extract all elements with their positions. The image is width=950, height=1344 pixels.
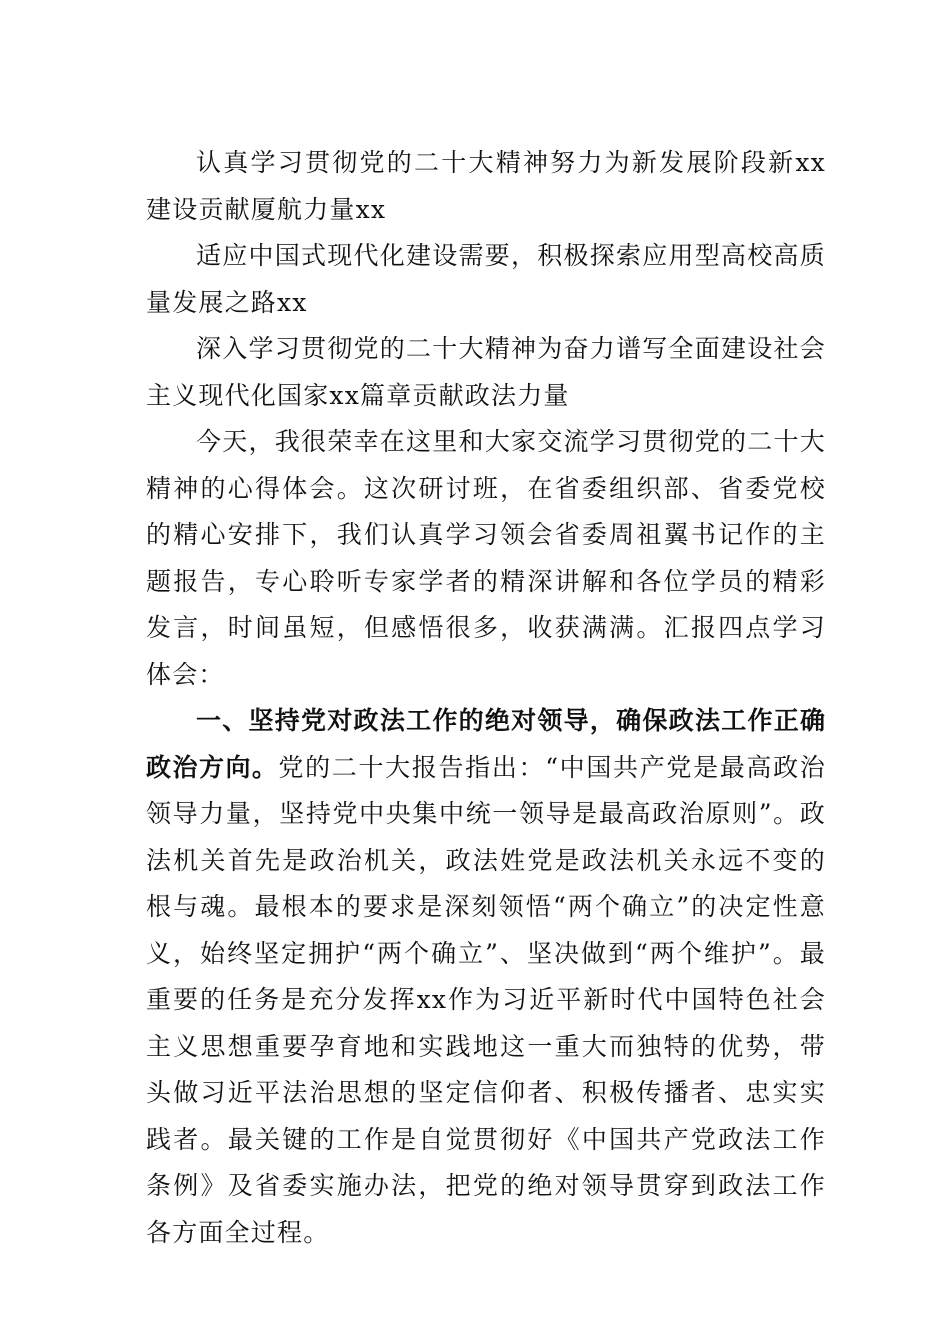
- title-line-1: 认真学习贯彻党的二十大精神努力为新发展阶段新xx建设贡献厦航力量xx: [146, 148, 826, 224]
- intro-paragraph: 今天，我很荣幸在这里和大家交流学习贯彻党的二十大精神的心得体会。这次研讨班，在省委组织部、省委党校的精心安排下，我们认真学习领会省委周祖翼书记作的主题报告，专心聆听专家学者的精深讲解和各位学员的精彩发言，时间虽短，但感悟很多，收获满满。汇报四点学习体会：: [146, 427, 826, 689]
- document-body: [146, 140, 826, 1256]
- title-line-3: 深入学习贯彻党的二十大精神为奋力谱写全面建设社会主义现代化国家xx篇章贡献政法力量: [146, 334, 826, 410]
- section-1-heading: 一、坚持党对政法工作的绝对领导，确保政法工作正确政治方向。: [146, 706, 826, 782]
- section-1-body: 党的二十大报告指出：“中国共产党是最高政治领导力量，坚持党中央集中统一领导是最高政治原则”。政法机关首先是政治机关，政法姓党是政法机关永远不变的根与魂。最根本的要求是深刻领悟“两个确立”的决定性意义，始终坚定拥护“两个确立”、坚决做到“两个维护”。最重要的任务是充分发挥xx作为习近平新时代中国特色社会主义思想重要孕育地和实践地这一重大而独特的优势，带头做习近平法治思想的坚定信仰者、积极传播者、忠实实践者。最关键的工作是自觉贯彻好《中国共产党政法工作条例》及省委实施办法，把党的绝对领导贯穿到政法工作各方面全过程。: [146, 752, 826, 1247]
- section-1-paragraph: [146, 698, 826, 1256]
- title-line-2: 适应中国式现代化建设需要，积极探索应用型高校高质量发展之路xx: [146, 241, 826, 317]
